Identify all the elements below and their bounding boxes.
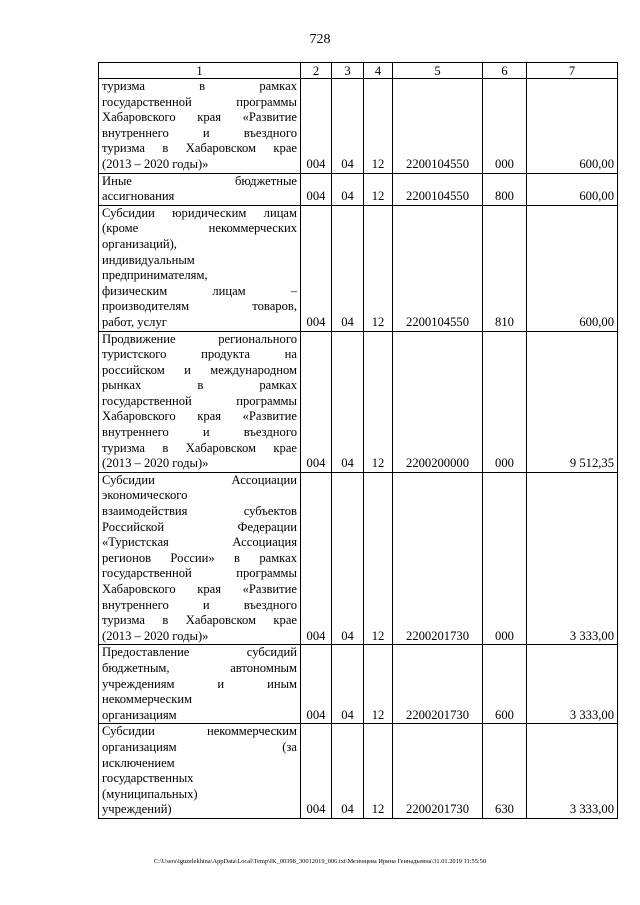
row-target-article-code: 2200201730 <box>393 724 483 819</box>
row-name-line: государственных <box>102 771 194 786</box>
row-name-line: государственной программы <box>102 94 297 109</box>
row-target-article-code: 2200104550 <box>393 79 483 174</box>
row-admin-code: 004 <box>301 205 332 331</box>
row-name-line: Субсидии некоммерческим <box>102 724 297 739</box>
row-name-cell <box>99 79 301 174</box>
page-number: 728 <box>309 32 331 47</box>
row-name-line: предпринимателям, <box>102 268 208 283</box>
row-name-line: (кроме некоммерческих <box>102 221 297 236</box>
row-section-code: 04 <box>332 79 364 174</box>
row-name-line: внутреннего и въездного <box>102 597 297 612</box>
row-name-line: организациям (за <box>102 739 297 754</box>
row-amount: 3 333,00 <box>527 724 618 819</box>
row-name-cell <box>99 205 301 331</box>
header-col-2: 2 <box>301 63 332 79</box>
row-section-code: 04 <box>332 724 364 819</box>
row-name-line: экономического <box>102 488 188 503</box>
footer-file-path: C:\Users\iguzelekhina\AppData\Local\Temp\IK_00398_30012019_006.txt\Мезенцева Ирина Геннадьевна\31.01.2019 11:55:50 <box>153 858 487 865</box>
row-admin-code: 004 <box>301 724 332 819</box>
row-name-line: туризма в Хабаровском крае <box>102 141 297 156</box>
row-name-line: внутреннего и въездного <box>102 125 297 140</box>
row-amount: 3 333,00 <box>527 472 618 645</box>
row-target-article-code: 2200200000 <box>393 331 483 472</box>
row-name-line: физическим лицам – <box>102 283 297 298</box>
row-amount: 9 512,35 <box>527 331 618 472</box>
budget-table <box>98 62 618 819</box>
row-name-line: внутреннего и въездного <box>102 425 297 440</box>
row-expense-type-code: 000 <box>483 79 527 174</box>
row-name-line: Российской Федерации <box>102 519 297 534</box>
row-name-line: учреждений) <box>102 802 172 817</box>
row-name-line: (2013 – 2020 годы)» <box>102 628 209 643</box>
table-row <box>99 645 618 724</box>
row-subsection-code: 12 <box>364 645 393 724</box>
row-name-line: туризма в Хабаровском крае <box>102 440 297 455</box>
row-expense-type-code: 800 <box>483 173 527 205</box>
row-expense-type-code: 630 <box>483 724 527 819</box>
row-name-line: Иные бюджетные <box>102 173 297 188</box>
row-name-cell <box>99 472 301 645</box>
row-name-line: туристского продукта на <box>102 347 297 362</box>
row-subsection-code: 12 <box>364 724 393 819</box>
row-target-article-code: 2200201730 <box>393 645 483 724</box>
row-admin-code: 004 <box>301 472 332 645</box>
header-col-6: 6 <box>483 63 527 79</box>
header-col-7: 7 <box>527 63 618 79</box>
row-target-article-code: 2200104550 <box>393 173 483 205</box>
row-name-line: (2013 – 2020 годы)» <box>102 456 209 471</box>
row-name-line: учреждениям и иным <box>102 676 297 691</box>
row-name-cell <box>99 645 301 724</box>
row-name-line: российском и международном <box>102 362 297 377</box>
header-col-1: 1 <box>99 63 301 79</box>
row-name-line: Хабаровского края «Развитие <box>102 110 297 125</box>
row-amount: 600,00 <box>527 205 618 331</box>
row-name-cell <box>99 331 301 472</box>
header-col-3: 3 <box>332 63 364 79</box>
table-row <box>99 173 618 205</box>
table-row <box>99 724 618 819</box>
row-name-line: организаций), <box>102 236 177 251</box>
row-name-line: туризма в рамках <box>102 79 297 93</box>
row-name-cell <box>99 724 301 819</box>
header-col-4: 4 <box>364 63 393 79</box>
row-section-code: 04 <box>332 645 364 724</box>
row-name-line: Субсидии юридическим лицам <box>102 205 297 220</box>
row-name-line: Субсидии Ассоциации <box>102 472 297 487</box>
row-name-line: организациям <box>102 707 177 722</box>
row-amount: 600,00 <box>527 79 618 174</box>
row-section-code: 04 <box>332 472 364 645</box>
row-section-code: 04 <box>332 173 364 205</box>
row-name-line: Хабаровского края «Развитие <box>102 409 297 424</box>
table-header-row <box>99 63 618 79</box>
table-row <box>99 472 618 645</box>
table-row <box>99 331 618 472</box>
row-section-code: 04 <box>332 205 364 331</box>
header-col-5: 5 <box>393 63 483 79</box>
row-name-line: (2013 – 2020 годы)» <box>102 156 209 171</box>
row-subsection-code: 12 <box>364 173 393 205</box>
row-name-line: исключением <box>102 755 175 770</box>
row-name-line: туризма в Хабаровском крае <box>102 613 297 628</box>
row-admin-code: 004 <box>301 331 332 472</box>
row-subsection-code: 12 <box>364 205 393 331</box>
row-name-cell <box>99 173 301 205</box>
row-admin-code: 004 <box>301 645 332 724</box>
row-expense-type-code: 000 <box>483 331 527 472</box>
row-name-line: работ, услуг <box>102 314 167 329</box>
row-amount: 600,00 <box>527 173 618 205</box>
row-expense-type-code: 810 <box>483 205 527 331</box>
row-name-line: регионов России» в рамках <box>102 550 297 565</box>
row-target-article-code: 2200104550 <box>393 205 483 331</box>
row-subsection-code: 12 <box>364 472 393 645</box>
row-amount: 3 333,00 <box>527 645 618 724</box>
row-expense-type-code: 000 <box>483 472 527 645</box>
table-row <box>99 79 618 174</box>
row-name-line: государственной программы <box>102 393 297 408</box>
row-name-line: рынках в рамках <box>102 378 297 393</box>
row-name-line: индивидуальным <box>102 252 195 267</box>
row-name-line: «Туристская Ассоциация <box>102 535 297 550</box>
row-name-line: Предоставление субсидий <box>102 645 297 660</box>
row-name-line: Хабаровского края «Развитие <box>102 582 297 596</box>
table-row <box>99 205 618 331</box>
row-name-line: производителям товаров, <box>102 299 297 314</box>
row-name-line: государственной программы <box>102 566 297 581</box>
row-subsection-code: 12 <box>364 79 393 174</box>
row-section-code: 04 <box>332 331 364 472</box>
table-body <box>99 79 618 819</box>
row-name-line: (муниципальных) <box>102 786 198 801</box>
row-name-line: ассигнования <box>102 189 175 204</box>
row-name-line: некоммерческим <box>102 692 193 707</box>
row-expense-type-code: 600 <box>483 645 527 724</box>
row-name-line: Продвижение регионального <box>102 331 297 346</box>
row-subsection-code: 12 <box>364 331 393 472</box>
row-name-line: взаимодействия субъектов <box>102 504 297 519</box>
row-admin-code: 004 <box>301 173 332 205</box>
row-target-article-code: 2200201730 <box>393 472 483 645</box>
row-admin-code: 004 <box>301 79 332 174</box>
row-name-line: бюджетным, автономным <box>102 660 297 675</box>
